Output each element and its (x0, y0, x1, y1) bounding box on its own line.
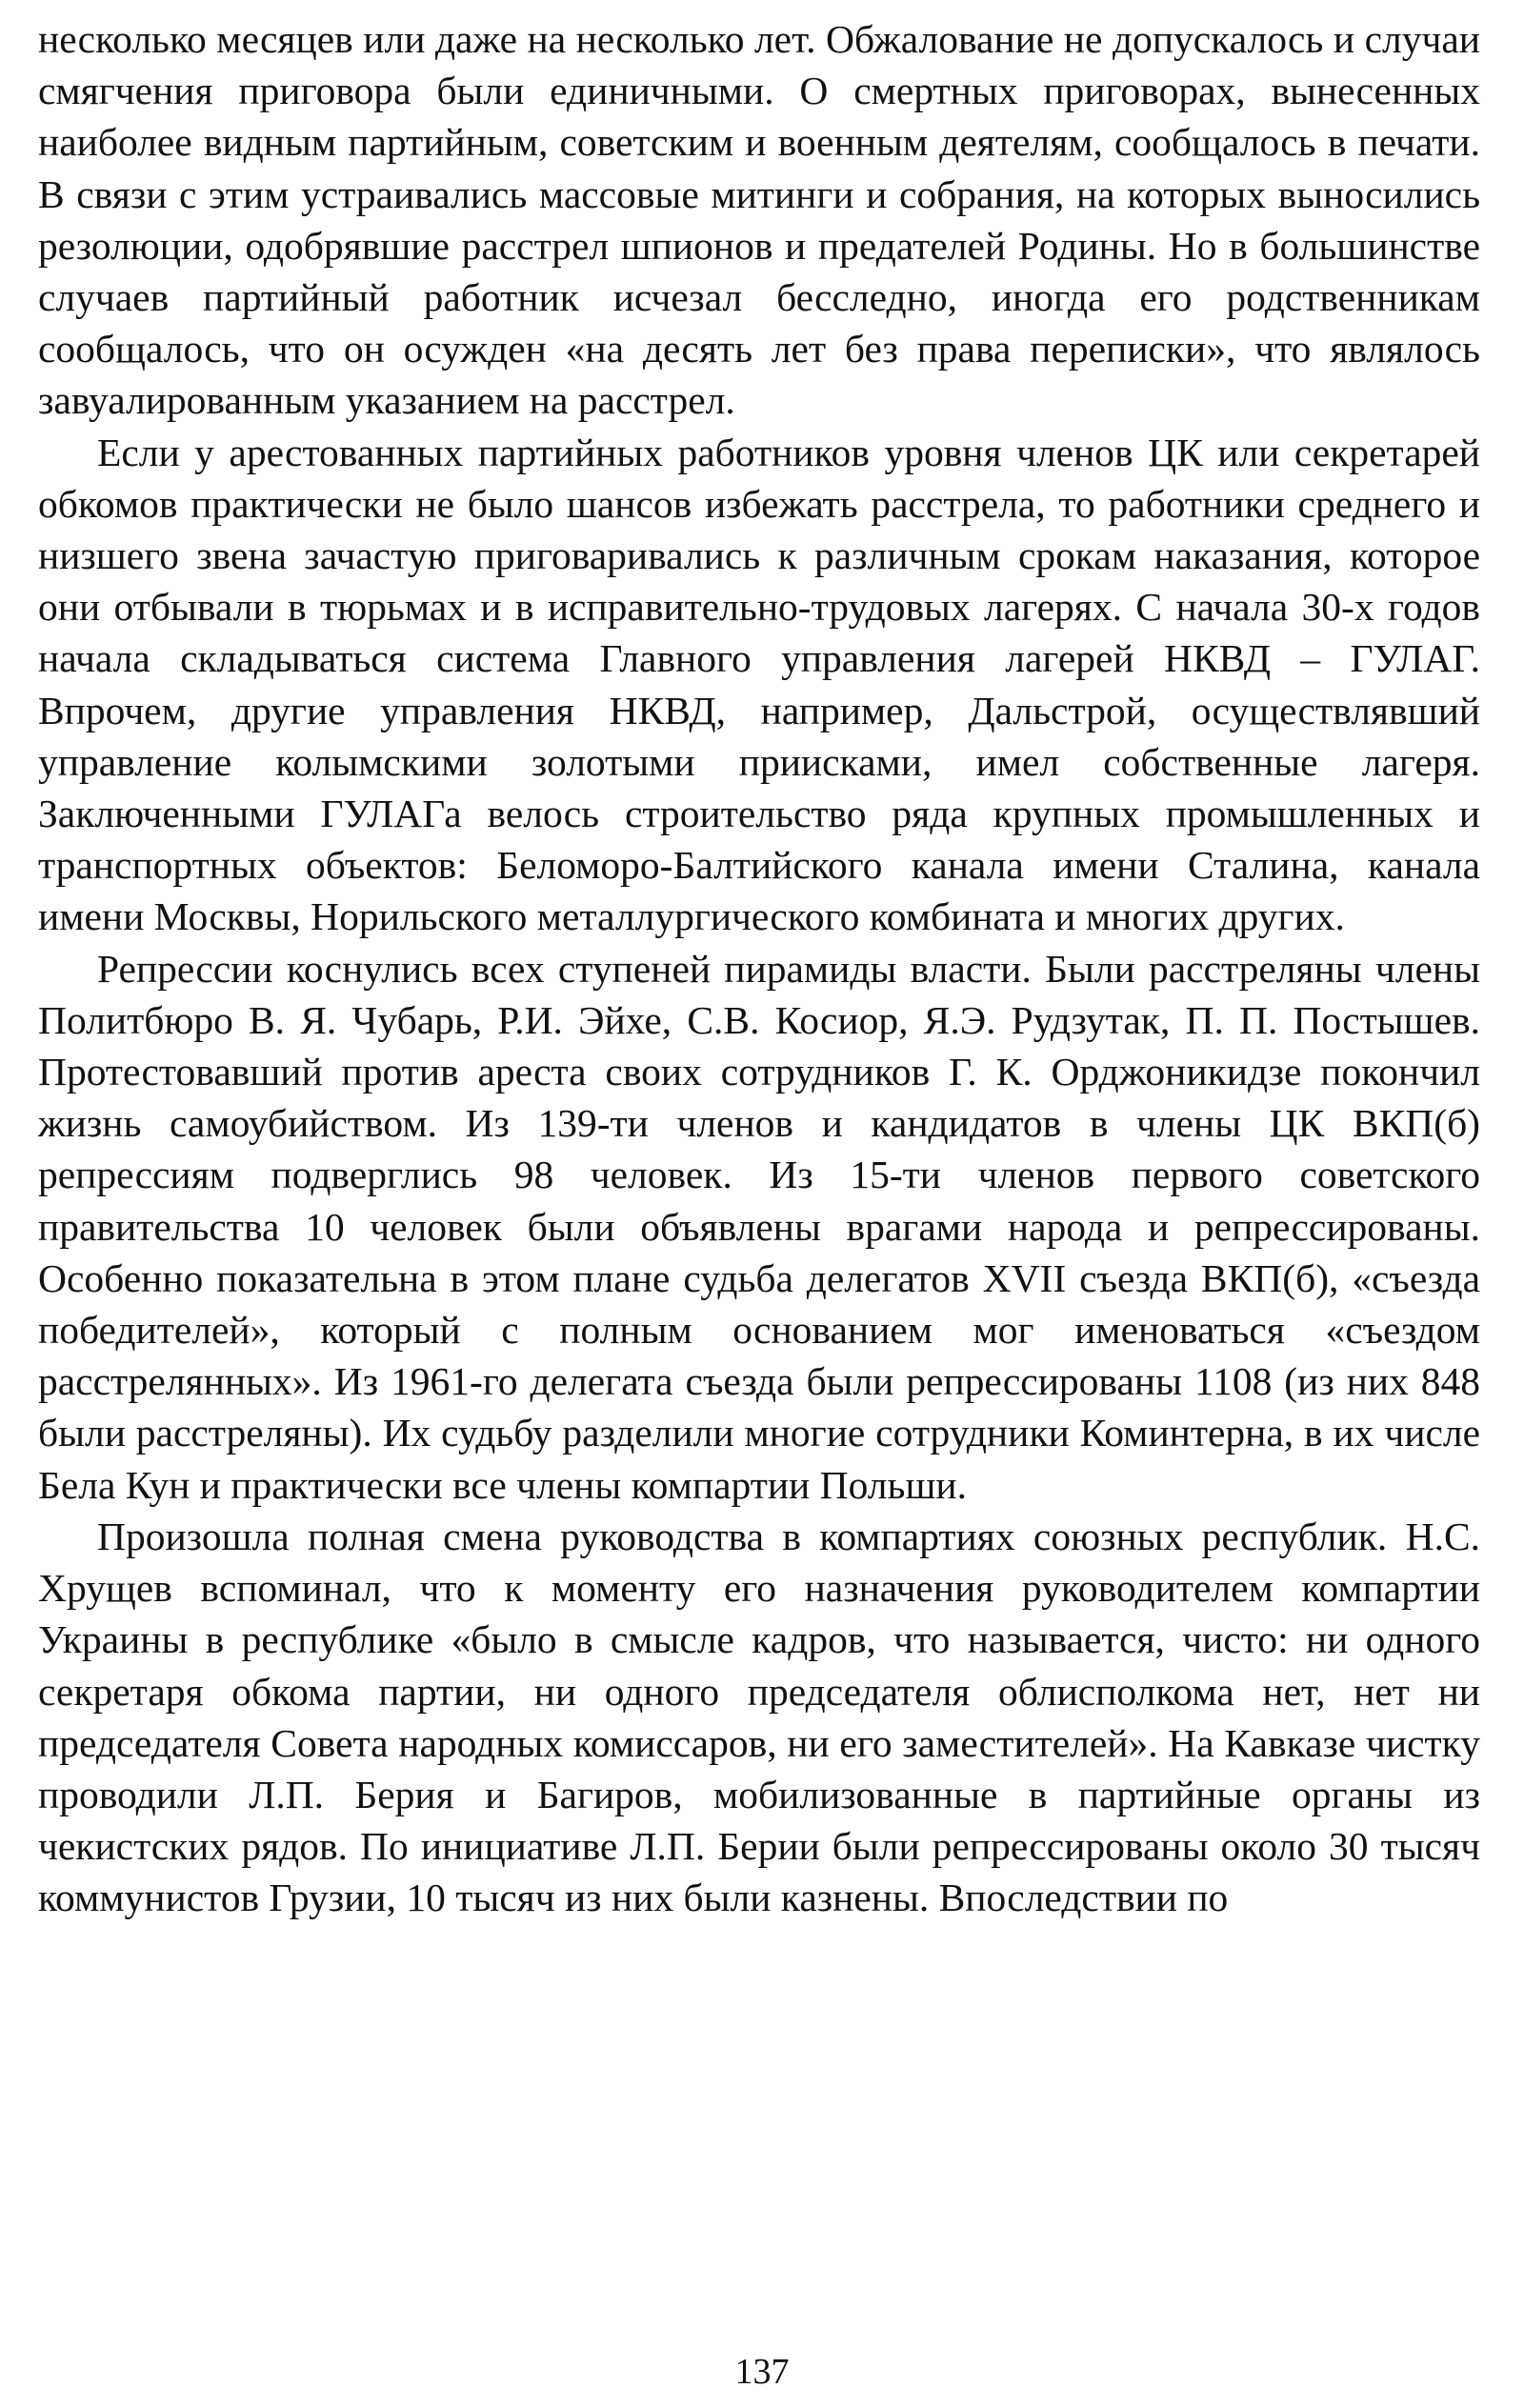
paragraph-1: несколько месяцев или даже на несколько лет. Обжалование не допускалось и случаи смягчения приговора были единичными. О смертных приговорах, вынесенных наиболее видным партийным, советским и военным деятелям, сообщалось в печати. В связи с этим устраивались массовые митинги и собрания, на которых выносились резолюции, одобрявшие расстрел шпионов и предателей Родины. Но в большинстве случаев партийный работник исчезал бесследно, иногда его родственникам сообщалось, что он осужден «на десять лет без права переписки», что являлось завуалированным указанием на расстрел. (38, 17, 1480, 423)
paragraph-4: Произошла полная смена руководства в компартиях союзных республик. Н.С. Хрущев вспоминал, что к моменту его назначения руководителем компартии Украины в республике «было в смысле кадров, что называется, чисто: ни одного секретаря обкома партии, ни одного председателя облисполкома нет, нет ни председателя Совета народных комиссаров, ни его заместителей». На Кавказе чистку проводили Л.П. Берия и Багиров, мобилизованные в партийные органы из чекистских рядов. По инициативе Л.П. Берии были репрессированы около 30 тысяч коммунистов Грузии, 10 тысяч из них были казнены. Впоследствии по (38, 1514, 1480, 1920)
paragraph-2: Если у арестованных партийных работников уровня членов ЦК или секретарей обкомов практически не было шансов избежать расстрела, то работники среднего и низшего звена зачастую приговаривались к различным срокам наказания, которое они отбывали в тюрьмах и в исправительно-трудовых лагерях. С начала 30-х годов начала складываться система Главного управления лагерей НКВД – ГУЛАГ. Впрочем, другие управления НКВД, например, Дальстрой, осуществлявший управление колымскими золотыми приисками, имел собственные лагеря. Заключенными ГУЛАГа велось строительство ряда крупных промышленных и транспортных объектов: Беломоро-Балтийского канала имени Сталина, канала имени Москвы, Норильского металлургического комбината и многих других. (38, 430, 1480, 939)
paragraph-3: Репрессии коснулись всех ступеней пирамиды власти. Были расстреляны члены Политбюро В. Я. Чубарь, Р.И. Эйхе, С.В. Косиор, Я.Э. Рудзутак, П. П. Постышев. Протестовавший против ареста своих сотрудников Г. К. Орджоникидзе покончил жизнь самоубийством. Из 139-ти членов и кандидатов в члены ЦК ВКП(б) репрессиям подверглись 98 человек. Из 15-ти членов первого советского правительства 10 человек были объявлены врагами народа и репрессированы. Особенно показательна в этом плане судьба делегатов XVII съезда ВКП(б), «съезда победителей», который с полным основанием мог именоваться «съездом расстрелянных». Из 1961-го делегата съезда были репрессированы 1108 (из них 848 были расстреляны). Их судьбу разделили многие сотрудники Коминтерна, в их числе Бела Кун и практически все члены компартии Польши. (38, 946, 1480, 1507)
page-number: 137 (734, 2352, 790, 2392)
page-body (38, 13, 1480, 1924)
